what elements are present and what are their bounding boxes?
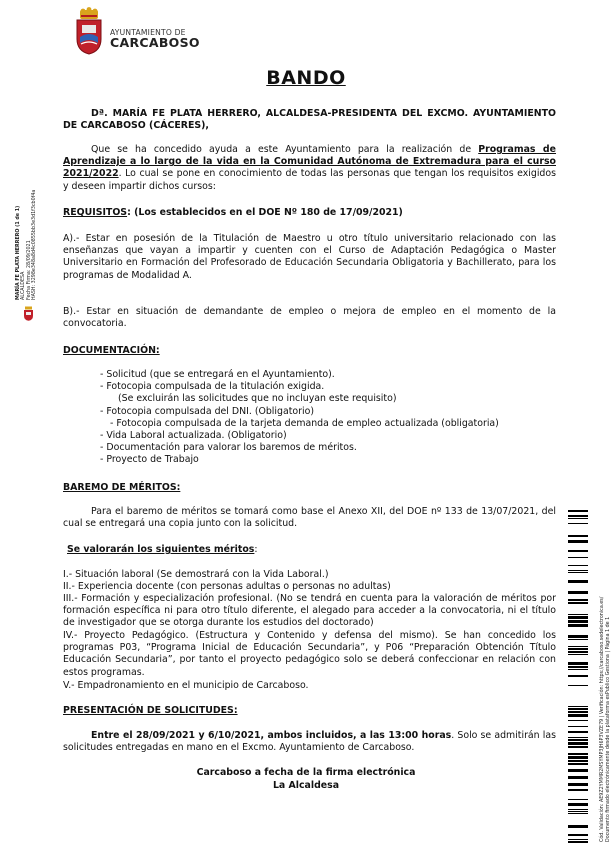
coat-of-arms-logo (74, 7, 104, 55)
documentacion-heading: DOCUMENTACIÓN: (63, 345, 160, 356)
signature-role: La Alcaldesa (272, 780, 340, 791)
issuer-line: Dª. MARÍA FE PLATA HERRERO, ALCALDESA-PRESIDENTA DEL EXCMO. AYUNTAMIENTO DE CARCABOSO (CÁCERES), (63, 108, 556, 132)
signature-stamp (16, 190, 38, 300)
baremo-heading: BAREMO DE MÉRITOS: (63, 482, 181, 493)
presentacion-rest: . Solo se admitirán las solicitudes entregadas en mano en el Excmo. Ayuntamiento de Carcaboso. (63, 730, 556, 754)
intro-text-pre: Que se ha concedido ayuda a este Ayuntamiento para la realización de (91, 144, 479, 155)
list-item: - Fotocopia compulsada del DNI. (Obligatorio) (100, 405, 314, 417)
signature-place-date: Carcaboso a fecha de la firma electrónica (196, 767, 416, 778)
baremo-text: Para el baremo de méritos se tomará como base el Anexo XII, del DOE nº 133 de 13/07/2021, del cual se entregará una copia junto con la solicitud. (63, 506, 556, 530)
list-item: - Solicitud (que se entregará en el Ayuntamiento). (100, 369, 335, 380)
stamp-hash: HASH: 3298e348a8d4c0855bb3e3d1f3cb0f4a (32, 189, 38, 300)
presentacion-text (63, 730, 556, 754)
barcode (568, 510, 588, 843)
meritos-colon: : (254, 544, 258, 555)
requisitos-doe: : (Los establecidos en el DOE Nº 180 de 17/09/2021) (127, 207, 403, 218)
stamp-role: ALCALDESA (21, 271, 27, 300)
presentacion-heading: PRESENTACIÓN DE SOLICITUDES: (63, 705, 238, 716)
intro-paragraph (63, 144, 556, 193)
merito-iv: IV.- Proyecto Pedagógico. (Estructura y Contenido y defensa del mismo). Se han concedido los programas P03, “Programa Inicial de Educación Secundaria”, y P06 “Preparación Obtención Título Educación Secundaria”, por tanto el proyecto pedagógico solo se deberá confeccionar en relación con estos programas. (63, 630, 556, 678)
meritos-title: Se valorarán los siguientes méritos (67, 544, 255, 555)
documentacion-list (100, 369, 540, 467)
program-name: Programas de Aprendizaje a lo largo de la vida en la Comunidad Autónoma de Extremadura para el curso 2021/2022 (63, 144, 557, 180)
ayuntamiento-label: AYUNTAMIENTO DE (110, 28, 186, 37)
list-item: - Vida Laboral actualizada. (Obligatorio) (100, 430, 287, 442)
list-item: - Proyecto de Trabajo (100, 454, 199, 466)
stamp-date: Fecha Firma: 28/09/2021 (26, 240, 32, 300)
list-item: - Fotocopia compulsada de la tarjeta demanda de empleo actualizada (obligatoria) (110, 417, 499, 429)
validation-line-2: Documento firmado electrónicamente desde la plataforma esPublico Gestiona | Página 1 de 1 (605, 616, 611, 842)
requisito-a: A).- Estar en posesión de la Titulación de Maestro u otro título universitario relacionado con las enseñanzas que vayan a impartir y cuenten con el Curso de Adaptación Pedagógica o Master Universitario en Formación del Profesorado de Educación Secundaria Obligatoria y Bachillerato, para los programas de Modalidad A. (63, 233, 556, 281)
requisitos-title: REQUISITOS (63, 207, 128, 218)
small-coat-of-arms-icon (23, 306, 34, 321)
meritos-heading (63, 544, 560, 556)
list-item: (Se excluirán las solicitudes que no incluyan este requisito) (118, 393, 397, 405)
merito-ii: II.- Experiencia docente (con personas adultas o personas no adultas) (63, 581, 391, 592)
merito-i: I.- Situación laboral (Se demostrará con la Vida Laboral.) (63, 569, 329, 580)
stamp-signer: MARÍA FE PLATA HERRERO (1 de 1) (16, 205, 21, 300)
list-item: - Documentación para valorar los baremos de méritos. (100, 442, 357, 454)
requisitos-heading (63, 207, 556, 219)
requisito-b: B).- Estar en situación de demandante de empleo o mejora de empleo en el momento de la convocatoria. (63, 306, 556, 330)
town-name: CARCABOSO (110, 35, 200, 50)
list-item: - Fotocopia compulsada de la titulación exigida. (100, 381, 325, 393)
merito-v: V.- Empadronamiento en el municipio de Carcaboso. (63, 680, 309, 691)
intro-text-post: . Lo cual se pone en conocimiento de todas las personas que tengan los requisitos exigidos y deseen impartir dichos cursos: (63, 168, 556, 192)
validation-line-1: Cód. Validación: AE9Z2YMMR2MSYMP3JH6P3VZE79 | Verificación: https://carcaboso.sedelectronica.es/ (600, 596, 605, 842)
merito-iii: III.- Formación y especialización profesional. (No se tendrá en cuenta para la valoración de méritos por formación específica ni para otro título diferente, el alegado para acceder a la convocatoria, ni el título de investigador que se otorga durante los estudios del doctorado) (63, 593, 556, 629)
validation-text (600, 597, 611, 842)
presentacion-dates: Entre el 28/09/2021 y 6/10/2021, ambos incluidos, a las 13:00 horas (91, 730, 452, 741)
page-title: BANDO (266, 67, 346, 89)
